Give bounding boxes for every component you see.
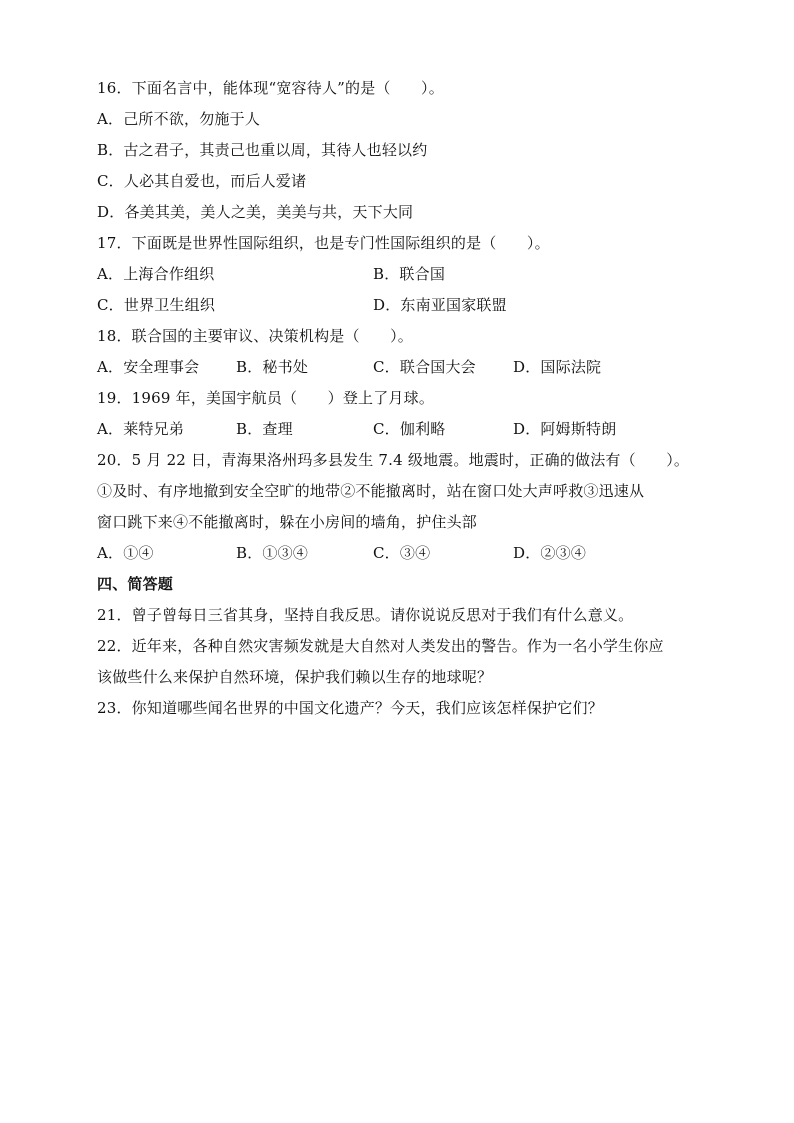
question-19-option-b: B．查理	[236, 420, 293, 438]
question-18-option-b: B．秘书处	[236, 358, 309, 376]
question-20-options	[97, 538, 707, 569]
question-19-option-a: A．莱特兄弟	[97, 420, 185, 438]
question-18-option-c: C．联合国大会	[373, 358, 476, 376]
question-16-option-b: B．古之君子，其责己也重以周，其待人也轻以约	[97, 141, 428, 159]
question-19-stem: 19．1969 年，美国宇航员（ ）登上了月球。	[97, 389, 435, 407]
question-18-options	[97, 352, 707, 383]
question-19-option-c: C．伽利略	[373, 420, 446, 438]
question-18-option-d: D．国际法院	[513, 358, 602, 376]
question-17-option-a: A．上海合作组织	[97, 265, 215, 283]
question-22-line-2: 该做些什么来保护自然环境，保护我们赖以生存的地球呢？	[97, 668, 493, 686]
question-20-stem-line-3: 窗口跳下来④不能撤离时，躲在小房间的墙角，护住头部	[97, 513, 478, 531]
question-21: 21．曾子曾每日三省其身，坚持自我反思。请你说说反思对于我们有什么意义。	[97, 606, 634, 624]
question-20-option-b: B．①③④	[236, 544, 309, 562]
question-18-option-a: A．安全理事会	[97, 358, 200, 376]
question-17-options-row-1	[97, 259, 707, 290]
section-title: 四、简答题	[97, 575, 174, 593]
question-20-stem: 20．5 月 22 日，青海果洛州玛多县发生 7.4 级地震。地震时，正确的做法有（ ）。	[97, 451, 690, 469]
question-17-option-c: C．世界卫生组织	[97, 296, 216, 314]
question-16-option-c: C．人必其自爱也，而后人爱诸	[97, 172, 307, 190]
question-content	[97, 73, 707, 724]
question-18-stem: 18．联合国的主要审议、决策机构是（ ）。	[97, 327, 413, 345]
question-20-option-a: A．①④	[97, 544, 154, 562]
question-16-option-a: A．己所不欲，勿施于人	[97, 110, 261, 128]
question-17-options-row-2	[97, 290, 707, 321]
question-20-option-c: C．③④	[373, 544, 431, 562]
question-20-stem-line-2: ①及时、有序地撤到安全空旷的地带②不能撤离时，站在窗口处大声呼救③迅速从	[97, 482, 645, 500]
question-16-option-d: D．各美其美，美人之美，美美与共，天下大同	[97, 203, 414, 221]
question-22: 22．近年来，各种自然灾害频发就是大自然对人类发出的警告。作为一名小学生你应	[97, 637, 664, 655]
question-17-option-d: D．东南亚国家联盟	[373, 296, 507, 314]
question-23: 23．你知道哪些闻名世界的中国文化遗产？今天，我们应该怎样保护它们？	[97, 699, 603, 717]
question-19-option-d: D．阿姆斯特朗	[513, 420, 617, 438]
question-20-option-d: D．②③④	[513, 544, 587, 562]
question-16-stem: 16．下面名言中，能体现“宽容待人”的是（ ）。	[97, 79, 444, 97]
question-19-options	[97, 414, 707, 445]
question-17-stem: 17．下面既是世界性国际组织，也是专门性国际组织的是（ ）。	[97, 234, 550, 252]
question-17-option-b: B．联合国	[373, 265, 446, 283]
